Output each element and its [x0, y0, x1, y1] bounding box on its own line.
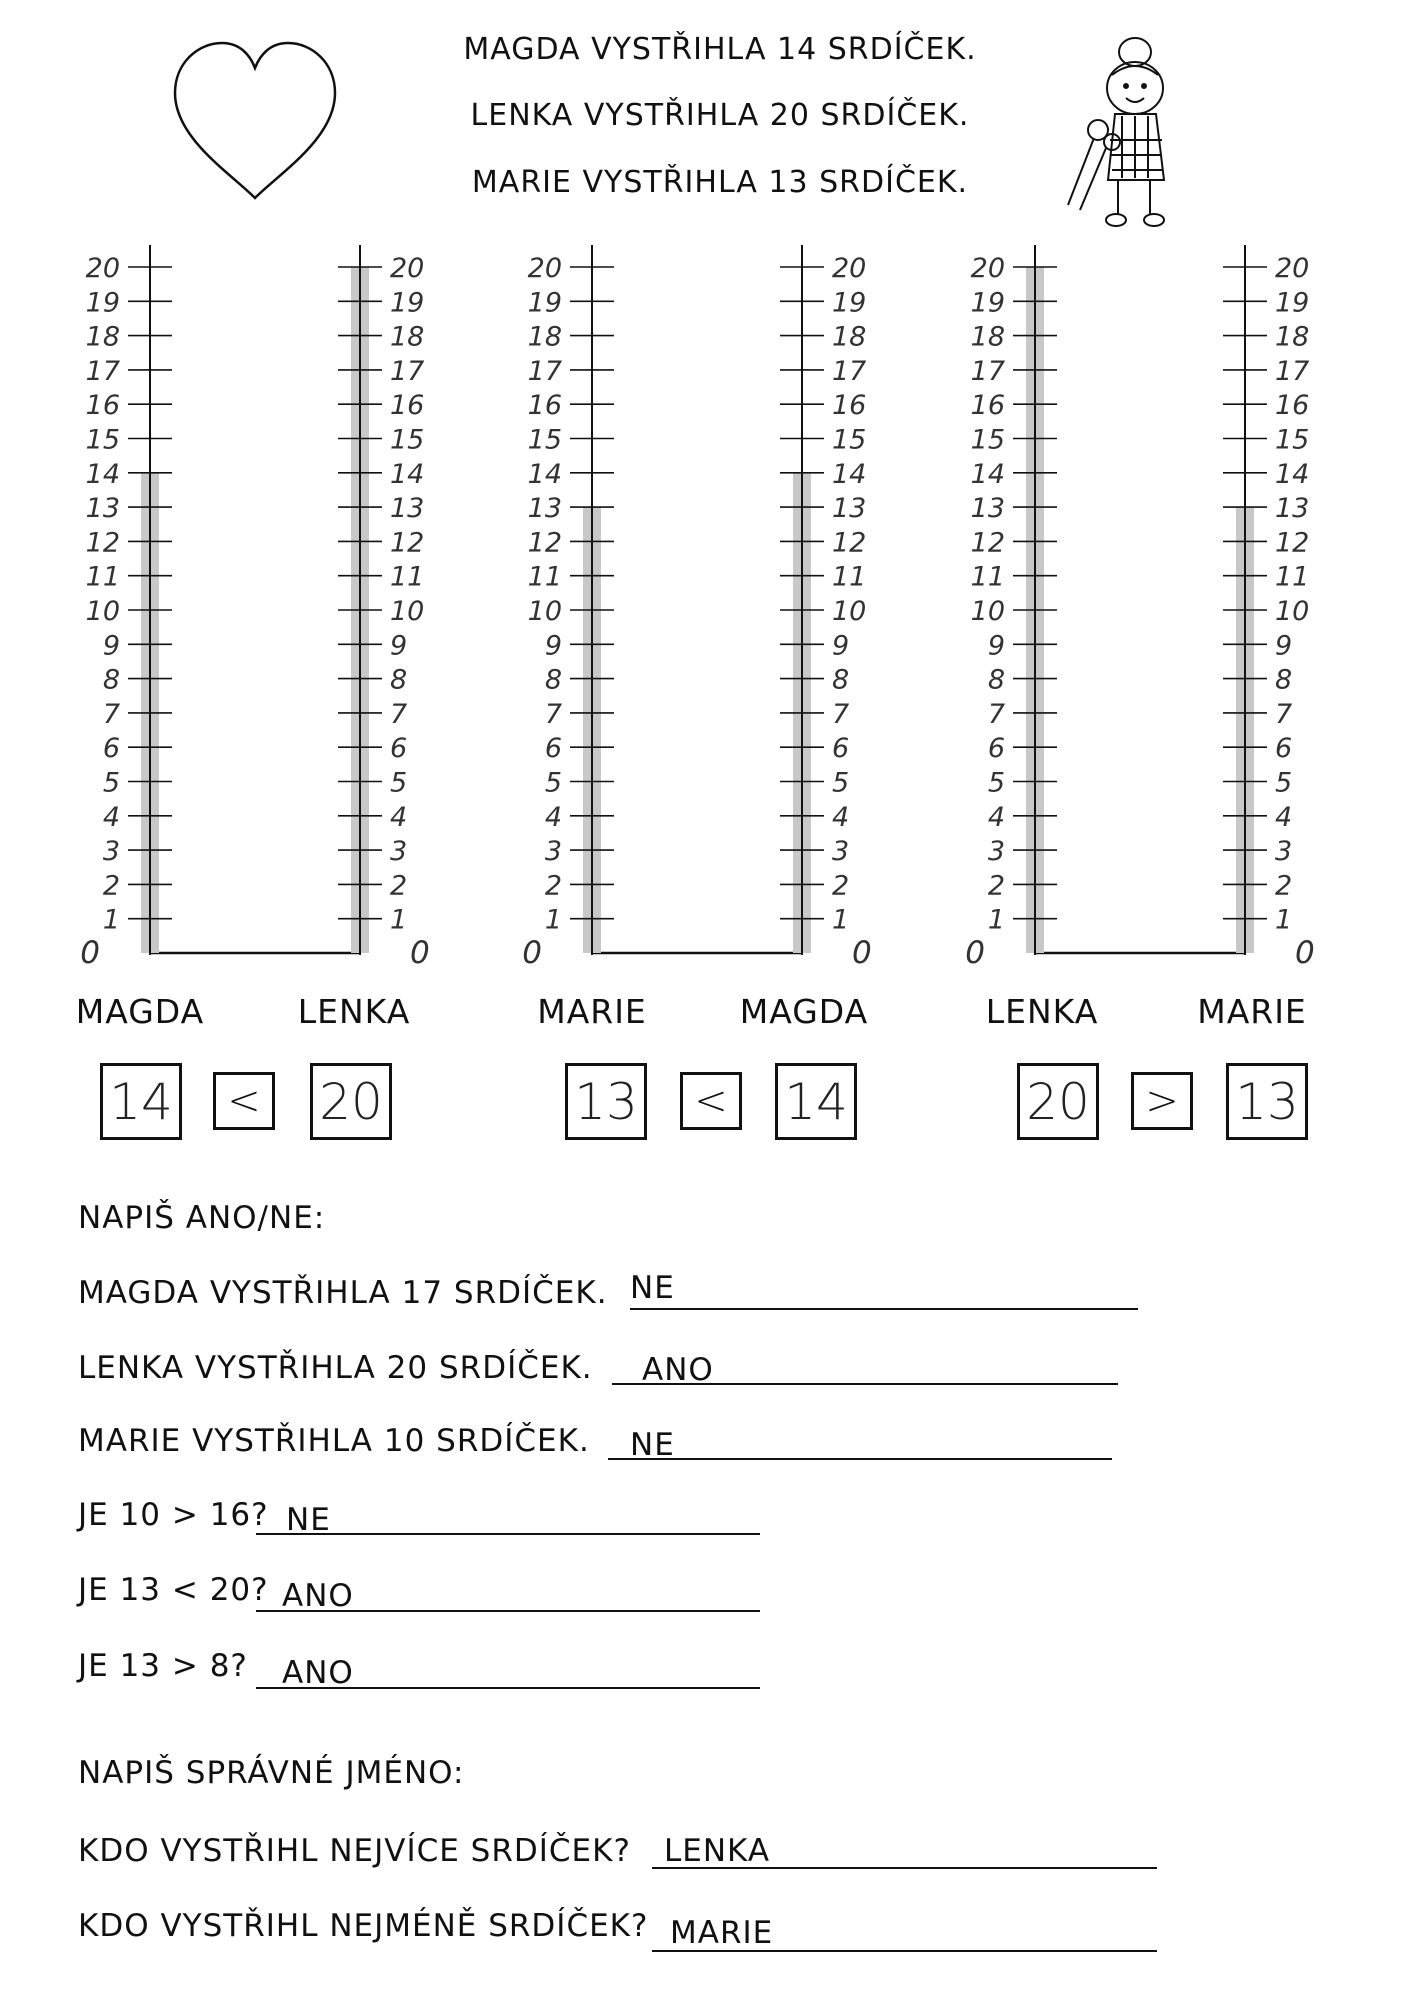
chart1-tick-label: 6	[390, 733, 408, 765]
chart3-tick-label: 7	[1275, 698, 1293, 730]
chart3-tick-label: 12	[1275, 527, 1310, 559]
chart1-tick-label: 18	[85, 321, 120, 353]
chart2-tick-label: 12	[527, 527, 562, 559]
chart1-tick-label: 12	[85, 527, 120, 559]
chart2-tick-label: 6	[832, 733, 850, 765]
yes-no-question-5: JE 13 < 20?	[78, 1572, 269, 1608]
chart1-tick-label: 2	[102, 870, 120, 902]
intro-line-2: LENKA VYSTŘIHLA 20 SRDÍČEK.	[470, 98, 970, 133]
yes-no-question-2: LENKA VYSTŘIHLA 20 SRDÍČEK.	[78, 1350, 593, 1386]
chart1-tick-label: 7	[390, 698, 408, 730]
chart3-tick-label: 17	[1275, 355, 1310, 387]
chart1-tick-label: 5	[102, 767, 120, 799]
chart2-sign-box[interactable]: <	[680, 1072, 742, 1130]
chart1-tick-label: 8	[390, 664, 408, 696]
yes-no-answer-line-4[interactable]	[256, 1533, 760, 1535]
chart1-tick-label: 20	[85, 253, 120, 284]
chart2-label-right: MAGDA	[739, 992, 869, 1031]
yes-no-answer-5: ANO	[282, 1578, 354, 1614]
chart1-tick-label: 10	[85, 596, 120, 627]
chart3-tick-label: 8	[1275, 664, 1293, 696]
chart2-tick-label: 17	[527, 355, 562, 387]
chart2-tick-label: 3	[832, 836, 850, 868]
chart1-tick-label: 4	[390, 801, 408, 833]
chart1-tick-label: 0	[410, 935, 430, 971]
chart1-tick-label: 1	[390, 904, 408, 936]
chart2-tick-label: 4	[832, 801, 850, 833]
chart1-label-right: LENKA	[297, 992, 411, 1031]
chart3-tick-label: 14	[970, 458, 1005, 490]
chart1-tick-label: 9	[102, 630, 120, 662]
chart2-tick-label: 9	[832, 630, 850, 662]
chart2-tick-label: 2	[544, 870, 562, 902]
chart3-tick-label: 11	[1275, 561, 1310, 593]
chart3-tick-label: 4	[987, 801, 1005, 833]
chart3-label-left: LENKA	[985, 992, 1099, 1031]
chart3-tick-label: 9	[987, 630, 1005, 662]
names-question-2: KDO VYSTŘIHL NEJMÉNĚ SRDÍČEK?	[78, 1908, 649, 1944]
chart3-tick-label: 19	[1275, 287, 1310, 319]
chart1-tick-label: 9	[390, 630, 408, 662]
chart1-tick-label: 17	[85, 355, 120, 387]
chart2-label-left: MARIE	[537, 992, 647, 1031]
chart3-tick-label: 10	[970, 596, 1005, 627]
chart2-tick-label: 17	[832, 355, 867, 387]
chart2-tick-label: 16	[527, 390, 562, 422]
chart3-tick-label: 1	[987, 904, 1005, 936]
chart1-tick-label: 17	[390, 355, 425, 387]
chart3-tick-label: 1	[1275, 904, 1293, 936]
chart2-tick-label: 7	[544, 698, 562, 730]
chart2-tick-label: 0	[522, 935, 542, 971]
chart1-tick-label: 12	[390, 527, 425, 559]
chart3-tick-label: 2	[987, 870, 1005, 902]
chart3-tick-label: 16	[1275, 390, 1310, 422]
chart3-right-value-box[interactable]: 13	[1226, 1063, 1308, 1140]
chart1-left-value-box[interactable]: 14	[100, 1063, 182, 1140]
yes-no-question-1: MAGDA VYSTŘIHLA 17 SRDÍČEK.	[78, 1275, 608, 1311]
yes-no-answer-4: NE	[286, 1502, 331, 1538]
chart3-tick-label: 6	[987, 733, 1005, 765]
chart2-tick-label: 1	[832, 904, 850, 936]
chart1-right-value-box[interactable]: 20	[310, 1063, 392, 1140]
chart2-left-value-box[interactable]: 13	[565, 1063, 647, 1140]
chart3-tick-label: 3	[1275, 836, 1293, 868]
yes-no-question-6: JE 13 > 8?	[78, 1648, 248, 1684]
chart3-tick-label: 18	[1275, 321, 1310, 353]
chart2-right-value-box[interactable]: 14	[775, 1063, 857, 1140]
chart2-tick-label: 3	[544, 836, 562, 868]
chart3-sign-box[interactable]: >	[1131, 1072, 1193, 1130]
chart2-tick-label: 14	[527, 458, 562, 490]
names-answer-1: LENKA	[664, 1833, 771, 1869]
chart3-tick-label: 15	[1275, 424, 1310, 456]
chart1-tick-label: 20	[390, 253, 425, 284]
chart3-tick-label: 11	[970, 561, 1005, 593]
intro-line-1: MAGDA VYSTŘIHLA 14 SRDÍČEK.	[463, 32, 977, 67]
chart3-tick-label: 13	[1275, 493, 1310, 525]
chart1-tick-label: 6	[102, 733, 120, 765]
chart1-tick-label: 14	[85, 458, 120, 490]
chart2-tick-label: 15	[527, 424, 562, 456]
chart1-tick-label: 19	[390, 287, 425, 319]
yes-no-answer-1: NE	[630, 1270, 675, 1306]
chart2-tick-label: 6	[544, 733, 562, 765]
chart3-tick-label: 4	[1275, 801, 1293, 833]
chart3-tick-label: 2	[1275, 870, 1293, 902]
chart2-tick-label: 7	[832, 698, 850, 730]
chart1-tick-label: 18	[390, 321, 425, 353]
chart1-tick-label: 13	[390, 493, 425, 525]
chart1-tick-label: 2	[390, 870, 408, 902]
chart3-tick-label: 3	[987, 836, 1005, 868]
chart1-tick-label: 0	[80, 935, 100, 971]
chart3-tick-label: 5	[987, 767, 1005, 799]
yes-no-answer-line-3[interactable]	[608, 1458, 1112, 1460]
chart1-tick-label: 16	[85, 390, 120, 422]
chart3-tick-label: 0	[1295, 935, 1315, 971]
yes-no-answer-2: ANO	[642, 1352, 714, 1388]
names-question-1: KDO VYSTŘIHL NEJVÍCE SRDÍČEK?	[78, 1833, 631, 1869]
chart3-tick-label: 7	[987, 698, 1005, 730]
chart1-tick-label: 1	[102, 904, 120, 936]
chart3-tick-label: 13	[970, 493, 1005, 525]
chart1-tick-label: 15	[390, 424, 425, 456]
chart2-tick-label: 4	[544, 801, 562, 833]
chart2-tick-label: 8	[832, 664, 850, 696]
chart3-tick-label: 20	[970, 253, 1005, 284]
chart1-tick-label: 19	[85, 287, 120, 319]
chart2-tick-label: 19	[832, 287, 867, 319]
chart3-tick-label: 8	[987, 664, 1005, 696]
chart1-tick-label: 10	[390, 596, 425, 627]
chart3-tick-label: 6	[1275, 733, 1293, 765]
chart3-tick-label: 16	[970, 390, 1005, 422]
chart1-tick-label: 8	[102, 664, 120, 696]
chart2-tick-label: 0	[852, 935, 872, 971]
chart1-tick-label: 7	[102, 698, 120, 730]
chart2-tick-label: 5	[544, 767, 562, 799]
chart1-tick-label: 5	[390, 767, 408, 799]
chart3-tick-label: 0	[965, 935, 985, 971]
chart3-tick-label: 5	[1275, 767, 1293, 799]
chart3-tick-label: 14	[1275, 458, 1310, 490]
yes-no-heading: NAPIŠ ANO/NE:	[78, 1200, 326, 1236]
yes-no-answer-6: ANO	[282, 1655, 354, 1691]
intro-line-3: MARIE VYSTŘIHLA 13 SRDÍČEK.	[471, 165, 969, 200]
chart3-label-right: MARIE	[1197, 992, 1307, 1031]
chart1-tick-label: 11	[85, 561, 120, 593]
chart1-label-left: MAGDA	[75, 992, 205, 1031]
chart2-tick-label: 20	[832, 253, 867, 284]
chart3-tick-label: 19	[970, 287, 1005, 319]
chart1-tick-label: 13	[85, 493, 120, 525]
yes-no-question-4: JE 10 > 16?	[78, 1497, 269, 1533]
chart1-sign-box[interactable]: <	[213, 1072, 275, 1130]
chart2-tick-label: 18	[832, 321, 867, 353]
chart3-tick-label: 18	[970, 321, 1005, 353]
chart2-tick-label: 15	[832, 424, 867, 456]
chart3-left-value-box[interactable]: 20	[1017, 1063, 1099, 1140]
chart2-tick-label: 11	[527, 561, 562, 593]
yes-no-question-3: MARIE VYSTŘIHLA 10 SRDÍČEK.	[78, 1423, 590, 1459]
chart2-tick-label: 12	[832, 527, 867, 559]
chart1-tick-label: 15	[85, 424, 120, 456]
chart1-tick-label: 3	[102, 836, 120, 868]
chart2-tick-label: 13	[832, 493, 867, 525]
chart1-tick-label: 11	[390, 561, 425, 593]
chart2-tick-label: 10	[527, 596, 562, 627]
names-answer-2: MARIE	[670, 1915, 774, 1951]
chart3-tick-label: 10	[1275, 596, 1310, 627]
chart2-tick-label: 16	[832, 390, 867, 422]
chart1-tick-label: 3	[390, 836, 408, 868]
chart3-tick-label: 20	[1275, 253, 1310, 284]
chart2-tick-label: 2	[832, 870, 850, 902]
chart3-tick-label: 12	[970, 527, 1005, 559]
chart2-tick-label: 1	[544, 904, 562, 936]
chart2-tick-label: 8	[544, 664, 562, 696]
chart2-tick-label: 9	[544, 630, 562, 662]
chart2-tick-label: 11	[832, 561, 867, 593]
chart1-tick-label: 4	[102, 801, 120, 833]
chart3-tick-label: 9	[1275, 630, 1293, 662]
chart2-tick-label: 5	[832, 767, 850, 799]
chart2-tick-label: 10	[832, 596, 867, 627]
yes-no-answer-3: NE	[630, 1427, 675, 1463]
chart3-tick-label: 15	[970, 424, 1005, 456]
chart2-tick-label: 19	[527, 287, 562, 319]
chart3-tick-label: 17	[970, 355, 1005, 387]
names-heading: NAPIŠ SPRÁVNÉ JMÉNO:	[78, 1755, 465, 1791]
chart2-tick-label: 18	[527, 321, 562, 353]
chart1-tick-label: 14	[390, 458, 425, 490]
yes-no-answer-line-1[interactable]	[630, 1308, 1138, 1310]
chart2-tick-label: 14	[832, 458, 867, 490]
chart1-tick-label: 16	[390, 390, 425, 422]
chart2-tick-label: 20	[527, 253, 562, 284]
chart2-tick-label: 13	[527, 493, 562, 525]
